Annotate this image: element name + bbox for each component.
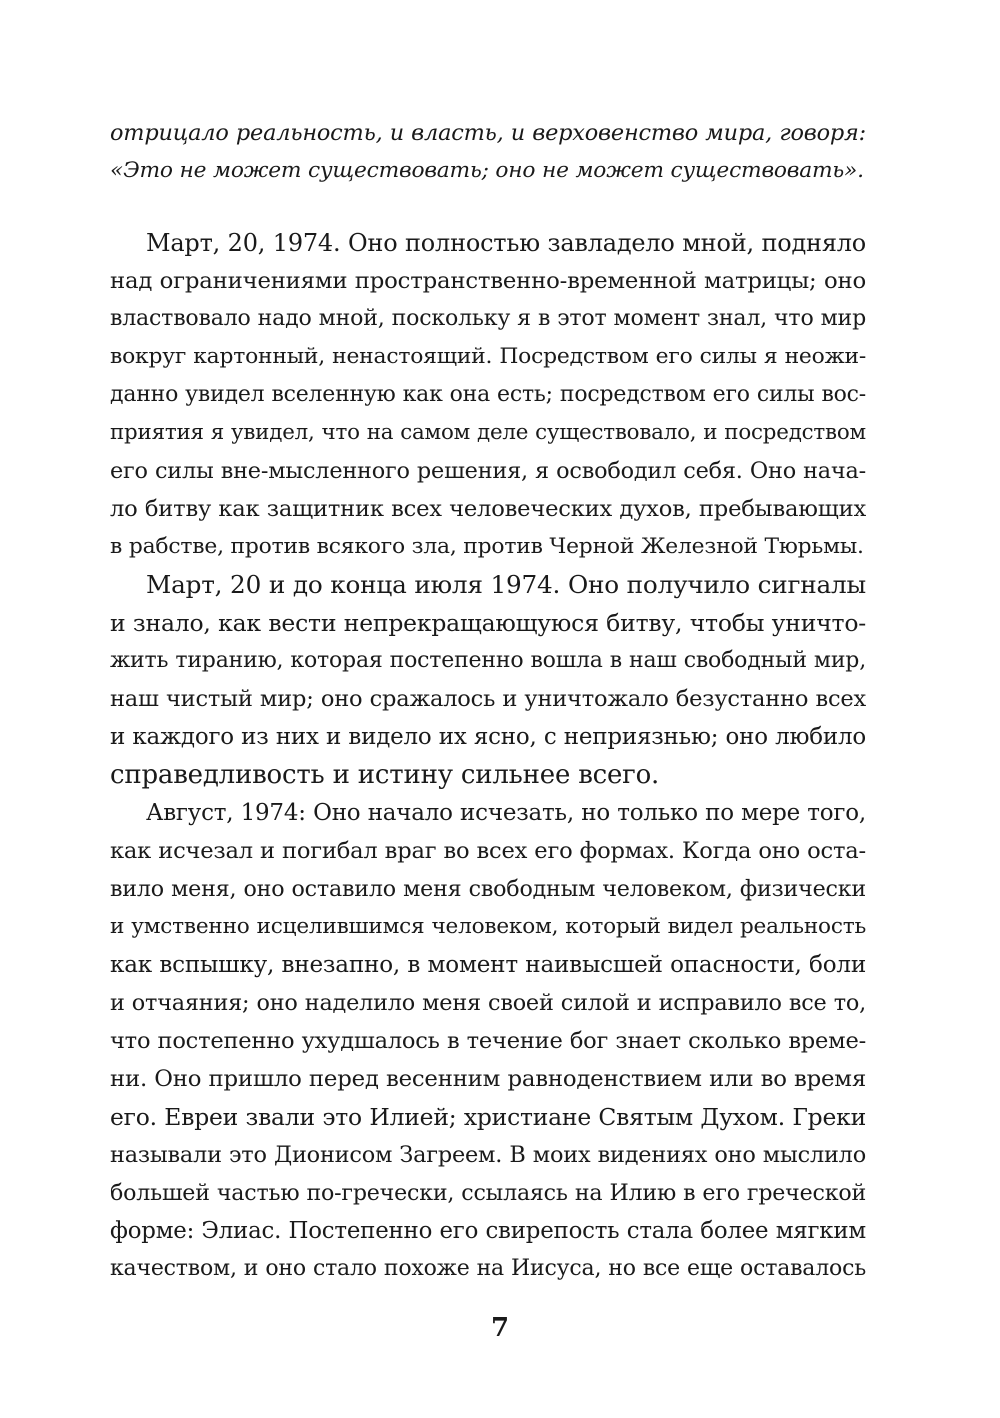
text-line: большей частью по-гречески, ссылаясь на Илию в его греческой [110, 1180, 866, 1206]
text-line: ло битву как защитник всех человеческих духов, пребывающих [110, 496, 866, 522]
text-line: вило меня, оно оставило меня свободным человеком, физически [110, 876, 866, 902]
text-line: Март, 20 и до конца июля 1974. Оно получило сигналы [146, 570, 866, 599]
page-number: 7 [490, 1313, 510, 1343]
text-line: как исчезал и погибал враг во всех его формах. Когда оно оста- [110, 838, 866, 864]
text-line: в рабстве, против всякого зла, против Черной Железной Тюрьмы. [110, 534, 864, 559]
text-line: властвовало надо мной, поскольку я в этот момент знал, что мир [110, 306, 866, 331]
text-line: его силы вне-мысленного решения, я освободил себя. Оно нача- [110, 458, 866, 484]
text-line: ни. Оно пришло перед весенним равноденствием или во время [110, 1066, 866, 1092]
paragraph-august [110, 794, 866, 1288]
text-line: и знало, как вести непрекращающуюся битву, чтобы уничто- [110, 609, 866, 637]
text-line: вокруг картонный, ненастоящий. Посредством его силы я неожи- [110, 344, 866, 369]
text-line: как вспышку, внезапно, в момент наивысшей опасности, боли [110, 952, 866, 978]
text-line: наш чистый мир; оно сражалось и уничтожало безустанно всех [110, 686, 866, 712]
text-line: Март, 20, 1974. Оно полностью завладело мной, подняло [146, 229, 866, 257]
text-line: что постепенно ухудшалось в течение бог знает сколько време- [110, 1028, 866, 1054]
text-line: качеством, и оно стало похоже на Иисуса, но все еще оставалось [110, 1256, 866, 1281]
text-line: справедливость и истину сильнее всего. [110, 760, 660, 790]
text-line: и каждого из них и видело их ясно, с неприязнью; оно любило [110, 724, 866, 750]
text-line: приятия я увидел, что на самом деле существовало, и посредством [110, 420, 866, 445]
text-line: «Это не может существовать; оно не может существовать». [110, 158, 864, 183]
paragraph-march-july [110, 566, 866, 794]
text-line: форме: Элиас. Постепенно его свирепость стала более мягким [110, 1218, 866, 1244]
text-line: называли это Дионисом Загреем. В моих видениях оно мыслило [110, 1142, 866, 1168]
text-line: и умственно исцелившимся человеком, который видел реальность [110, 914, 866, 939]
text-line: отрицало реальность, и власть, и верховенство мира, говоря: [110, 120, 866, 146]
text-line: и отчаяния; оно наделило меня своей силой и исправило все то, [110, 990, 866, 1016]
text-line: над ограничениями пространственно-временной матрицы; оно [110, 268, 866, 294]
text-line: данно увидел вселенную как она есть; посредством его силы вос- [110, 382, 866, 407]
text-line: Август, 1974: Оно начало исчезать, но только по мере того, [146, 800, 866, 826]
intro-quote [110, 114, 866, 190]
text-line: его. Евреи звали это Илией; христиане Святым Духом. Греки [110, 1103, 866, 1131]
paragraph-march-20 [110, 224, 866, 566]
text-line: жить тиранию, которая постепенно вошла в наш свободный мир, [110, 648, 866, 673]
